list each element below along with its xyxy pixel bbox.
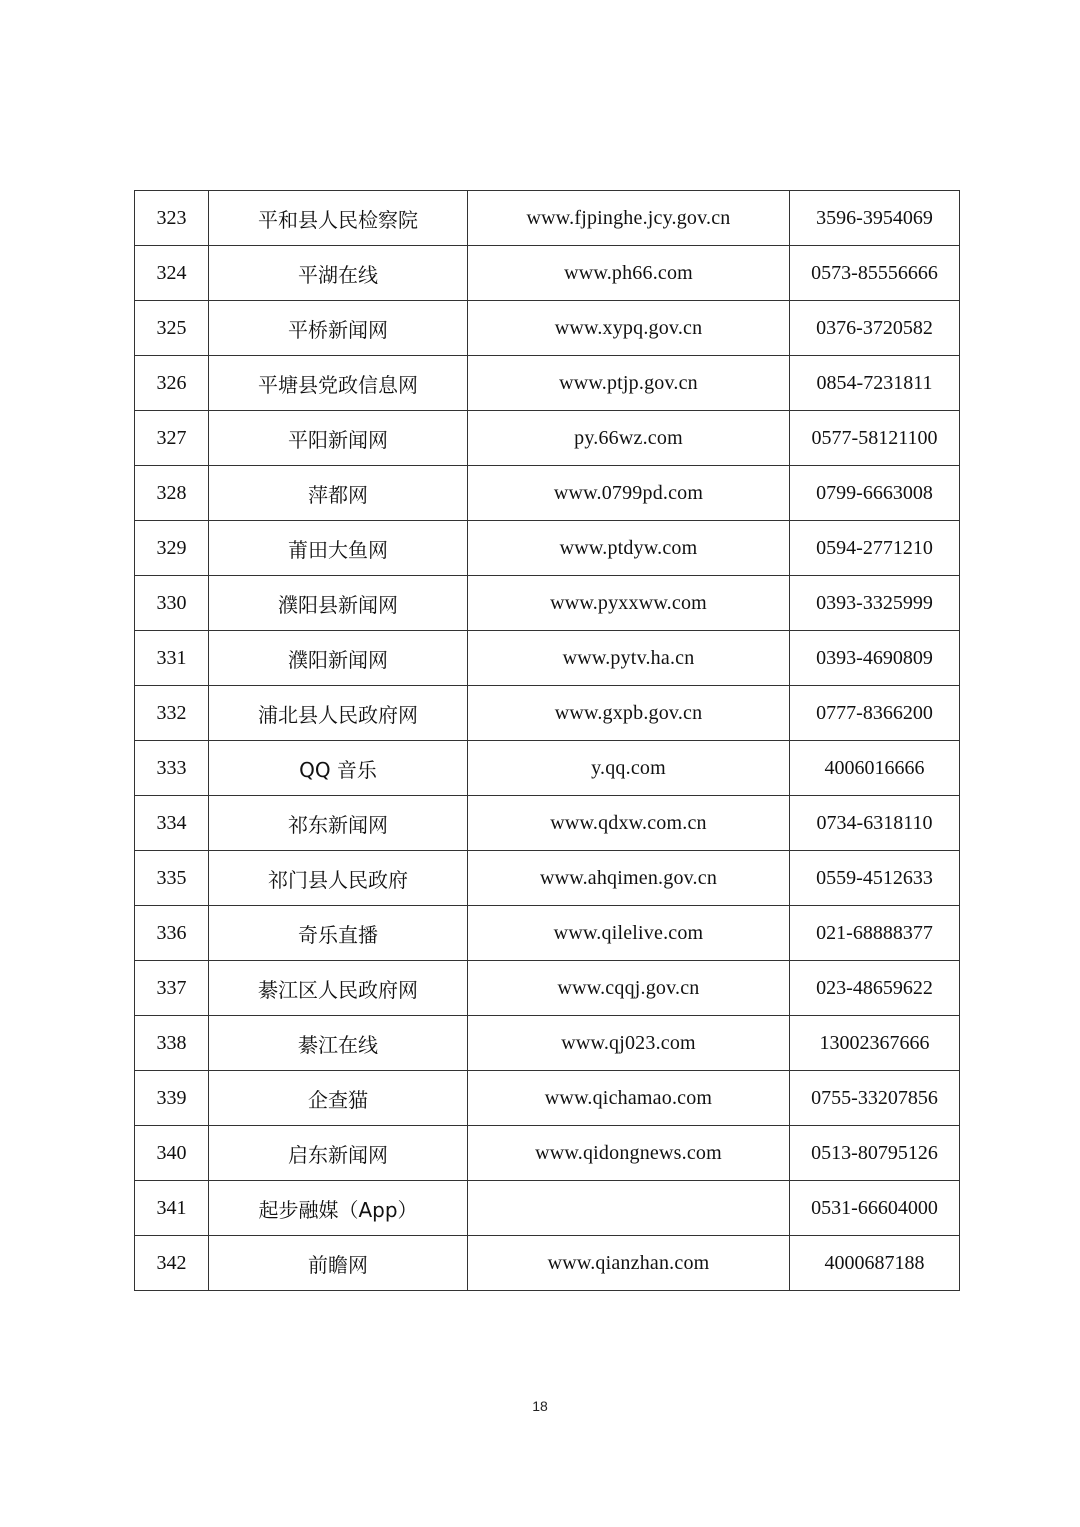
site-name-cell: QQ 音乐 xyxy=(209,741,468,796)
row-number-cell: 332 xyxy=(135,686,209,741)
site-name-cell: 祁门县人民政府 xyxy=(209,851,468,906)
site-name-cell: 起步融媒（App） xyxy=(209,1181,468,1236)
table-body xyxy=(135,191,960,1291)
phone-cell: 0531-66604000 xyxy=(790,1181,960,1236)
phone-cell: 0577-58121100 xyxy=(790,411,960,466)
site-url-cell: www.qichamao.com xyxy=(468,1071,790,1126)
phone-cell: 0755-33207856 xyxy=(790,1071,960,1126)
row-number-cell: 338 xyxy=(135,1016,209,1071)
row-number-cell: 333 xyxy=(135,741,209,796)
site-url-cell xyxy=(468,1181,790,1236)
phone-cell: 0513-80795126 xyxy=(790,1126,960,1181)
table-row xyxy=(135,741,960,796)
table-row xyxy=(135,1126,960,1181)
site-url-cell: www.fjpinghe.jcy.gov.cn xyxy=(468,191,790,246)
site-url-cell: www.0799pd.com xyxy=(468,466,790,521)
site-url-cell: www.ph66.com xyxy=(468,246,790,301)
phone-cell: 4000687188 xyxy=(790,1236,960,1291)
phone-cell: 0393-3325999 xyxy=(790,576,960,631)
site-name-cell: 企查猫 xyxy=(209,1071,468,1126)
row-number-cell: 329 xyxy=(135,521,209,576)
site-url-cell: www.qilelive.com xyxy=(468,906,790,961)
phone-cell: 0573-85556666 xyxy=(790,246,960,301)
site-name-cell: 平和县人民检察院 xyxy=(209,191,468,246)
row-number-cell: 337 xyxy=(135,961,209,1016)
site-name-cell: 平桥新闻网 xyxy=(209,301,468,356)
phone-cell: 4006016666 xyxy=(790,741,960,796)
table-row xyxy=(135,796,960,851)
table-row xyxy=(135,411,960,466)
website-list-table xyxy=(134,190,960,1291)
site-name-cell: 平阳新闻网 xyxy=(209,411,468,466)
site-url-cell: www.ptjp.gov.cn xyxy=(468,356,790,411)
site-name-cell: 濮阳县新闻网 xyxy=(209,576,468,631)
site-url-cell: www.qdxw.com.cn xyxy=(468,796,790,851)
row-number-cell: 331 xyxy=(135,631,209,686)
site-url-cell: y.qq.com xyxy=(468,741,790,796)
site-name-cell: 綦江区人民政府网 xyxy=(209,961,468,1016)
phone-cell: 0799-6663008 xyxy=(790,466,960,521)
row-number-cell: 339 xyxy=(135,1071,209,1126)
table-row xyxy=(135,521,960,576)
site-name-cell: 浦北县人民政府网 xyxy=(209,686,468,741)
table-row xyxy=(135,1181,960,1236)
row-number-cell: 342 xyxy=(135,1236,209,1291)
site-url-cell: www.qidongnews.com xyxy=(468,1126,790,1181)
site-url-cell: www.qj023.com xyxy=(468,1016,790,1071)
site-url-cell: www.cqqj.gov.cn xyxy=(468,961,790,1016)
site-url-cell: py.66wz.com xyxy=(468,411,790,466)
table-row xyxy=(135,191,960,246)
table-row xyxy=(135,906,960,961)
table-row xyxy=(135,356,960,411)
table-row xyxy=(135,576,960,631)
site-name-cell: 奇乐直播 xyxy=(209,906,468,961)
row-number-cell: 325 xyxy=(135,301,209,356)
site-name-cell: 祁东新闻网 xyxy=(209,796,468,851)
phone-cell: 13002367666 xyxy=(790,1016,960,1071)
table-row xyxy=(135,466,960,521)
site-url-cell: www.qianzhan.com xyxy=(468,1236,790,1291)
site-name-cell: 启东新闻网 xyxy=(209,1126,468,1181)
row-number-cell: 330 xyxy=(135,576,209,631)
site-name-cell: 平湖在线 xyxy=(209,246,468,301)
table-row xyxy=(135,631,960,686)
table-row xyxy=(135,961,960,1016)
phone-cell: 3596-3954069 xyxy=(790,191,960,246)
site-url-cell: www.pyxxww.com xyxy=(468,576,790,631)
site-url-cell: www.xypq.gov.cn xyxy=(468,301,790,356)
phone-cell: 0594-2771210 xyxy=(790,521,960,576)
table-row xyxy=(135,246,960,301)
phone-cell: 0393-4690809 xyxy=(790,631,960,686)
row-number-cell: 334 xyxy=(135,796,209,851)
phone-cell: 0559-4512633 xyxy=(790,851,960,906)
phone-cell: 0777-8366200 xyxy=(790,686,960,741)
phone-cell: 021-68888377 xyxy=(790,906,960,961)
row-number-cell: 340 xyxy=(135,1126,209,1181)
row-number-cell: 341 xyxy=(135,1181,209,1236)
table-row xyxy=(135,1071,960,1126)
table-row xyxy=(135,851,960,906)
site-name-cell: 濮阳新闻网 xyxy=(209,631,468,686)
table-row xyxy=(135,301,960,356)
row-number-cell: 328 xyxy=(135,466,209,521)
site-url-cell: www.pytv.ha.cn xyxy=(468,631,790,686)
row-number-cell: 326 xyxy=(135,356,209,411)
site-url-cell: www.ahqimen.gov.cn xyxy=(468,851,790,906)
phone-cell: 0734-6318110 xyxy=(790,796,960,851)
row-number-cell: 336 xyxy=(135,906,209,961)
site-url-cell: www.gxpb.gov.cn xyxy=(468,686,790,741)
site-name-cell: 前瞻网 xyxy=(209,1236,468,1291)
site-name-cell: 萍都网 xyxy=(209,466,468,521)
phone-cell: 0854-7231811 xyxy=(790,356,960,411)
site-name-cell: 莆田大鱼网 xyxy=(209,521,468,576)
table-row xyxy=(135,1016,960,1071)
row-number-cell: 335 xyxy=(135,851,209,906)
site-name-cell: 平塘县党政信息网 xyxy=(209,356,468,411)
table-row xyxy=(135,686,960,741)
row-number-cell: 323 xyxy=(135,191,209,246)
page-number: 18 xyxy=(532,1398,548,1414)
row-number-cell: 327 xyxy=(135,411,209,466)
site-name-cell: 綦江在线 xyxy=(209,1016,468,1071)
site-url-cell: www.ptdyw.com xyxy=(468,521,790,576)
website-list-table-container xyxy=(134,190,957,1291)
phone-cell: 0376-3720582 xyxy=(790,301,960,356)
row-number-cell: 324 xyxy=(135,246,209,301)
phone-cell: 023-48659622 xyxy=(790,961,960,1016)
table-row xyxy=(135,1236,960,1291)
